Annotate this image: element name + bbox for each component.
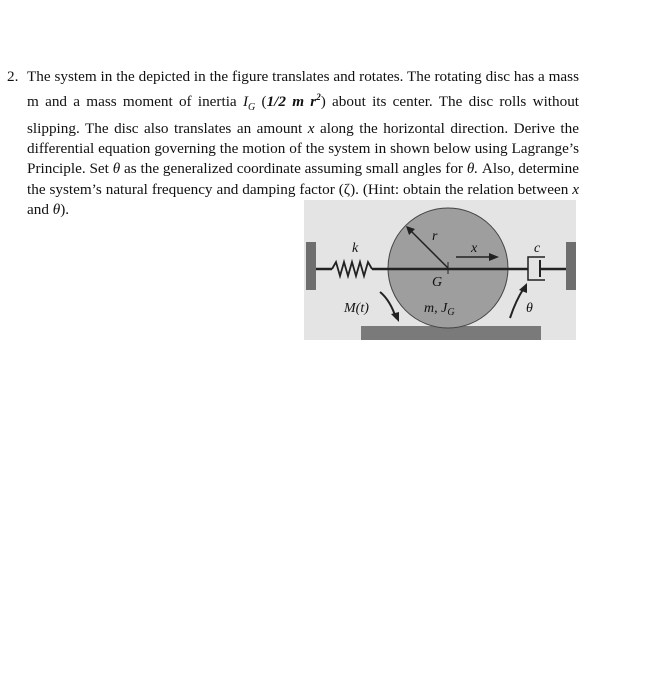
damper-label: c [534,241,541,256]
ig-formula: 1/2 m $r^2$ [266,92,321,111]
displacement-label: x [471,241,478,256]
theta-symbol: θ [112,160,121,178]
question-2 [7,67,579,220]
x-symbol: x [572,180,579,198]
radius-label: r [432,229,438,244]
text-segment: ). [60,200,70,218]
question-number: 2. [7,68,19,85]
theta-symbol: θ [52,200,61,218]
angle-label: θ [526,301,533,316]
right-wall [566,242,576,290]
x-symbol: x [307,119,315,137]
ig-symbol: $I_G$ [242,93,256,114]
text-segment: and [27,200,53,218]
center-label: G [432,275,443,290]
text-segment: ) [320,93,326,111]
text-segment: Also, determine the system’s natural frequency and damping factor (ζ). (Hint: obtain the relation between [27,160,579,198]
text-segment: about its center. The disc rolls without slipping. The disc also translates an amount [27,93,580,137]
mass-label: m, $J_G$ [424,301,455,318]
moment-label: M(t) [344,301,369,316]
theta-symbol: θ. [466,160,479,178]
text-segment: along the horizontal direction. Derive the differential equation governing the motion of the system in shown below using Lagrange’s Principle. Set [27,119,579,178]
left-wall [306,242,316,290]
text-segment: as the generalized coordinate assuming small angles for [120,160,467,178]
text-segment: The system in the depicted in the figure translates and rotates. The rotating disc has a mass m and a mass moment of inertia [27,68,579,111]
mechanism-figure [304,200,576,340]
text-segment: ( [255,93,267,111]
spring-label: k [352,241,359,256]
question-text [27,67,579,220]
